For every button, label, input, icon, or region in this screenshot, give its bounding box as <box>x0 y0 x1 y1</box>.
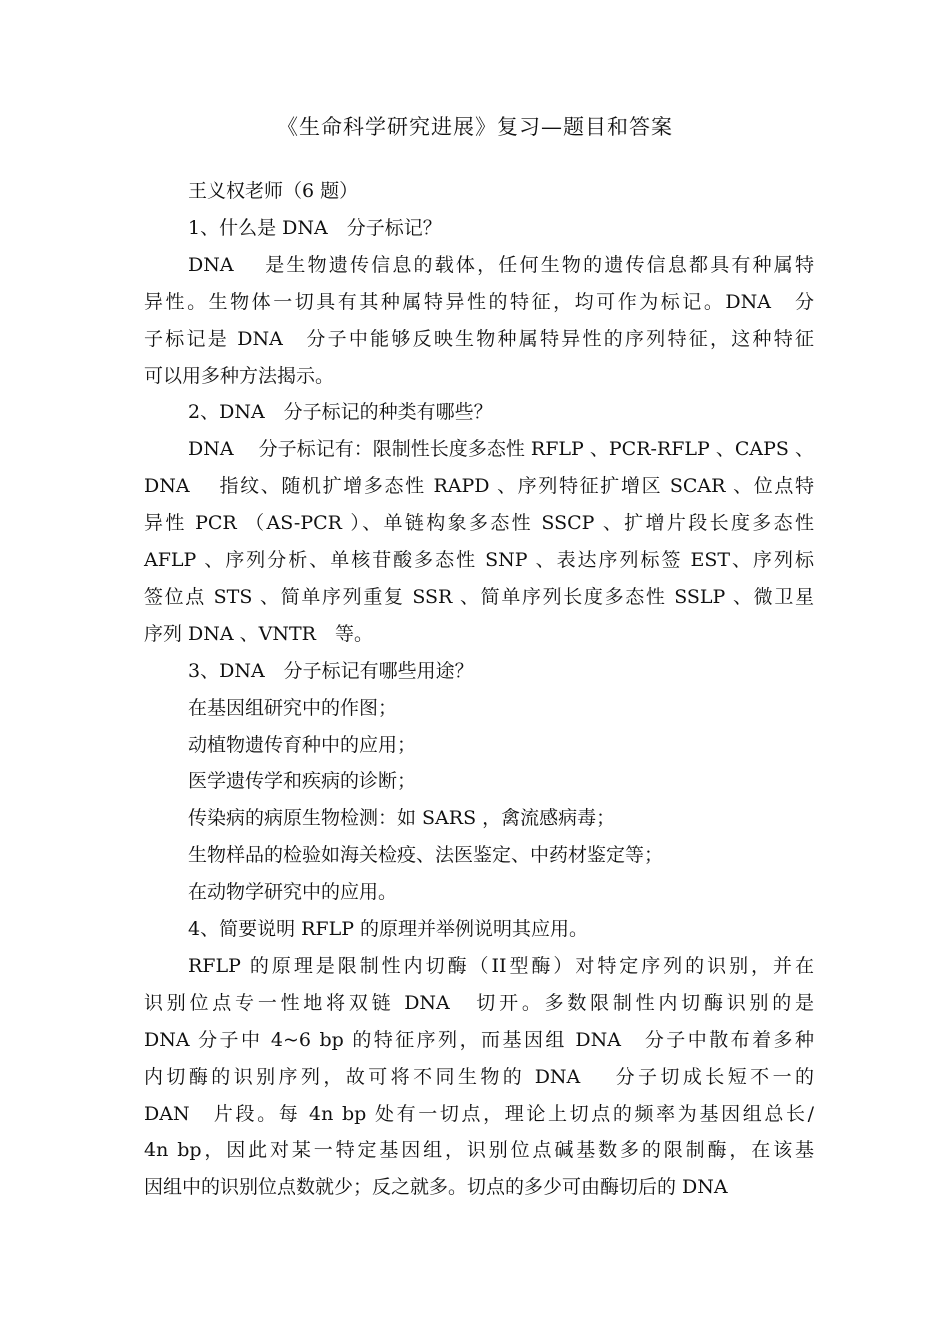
text-line: 因组中的识别位点数就少；反之就多。切点的多少可由酶切后的 DNA <box>144 1176 728 1198</box>
text-line: DNA 分子标记有：限制性长度多态性 RFLP 、PCR-RFLP 、CAPS 、 <box>188 438 814 460</box>
text-line: 识别位点专一性地将双链 DNA 切开。多数限制性内切酶识别的是 <box>144 992 814 1014</box>
text-line: 传染病的病原生物检测：如 SARS ，禽流感病毒； <box>188 807 616 829</box>
text-line: AFLP 、序列分析、单核苷酸多态性 SNP 、表达序列标签 EST、序列标 <box>144 549 814 571</box>
text-line: 序列 DNA 、VNTR 等。 <box>144 623 373 645</box>
text-line: DNA 指纹、随机扩增多态性 RAPD 、序列特征扩增区 SCAR 、位点特 <box>144 475 814 497</box>
text-line: 在基因组研究中的作图； <box>188 697 398 719</box>
text-line: 可以用多种方法揭示。 <box>144 365 335 387</box>
text-line: 4n bp，因此对某一特定基因组，识别位点碱基数多的限制酶，在该基 <box>144 1139 814 1161</box>
text-line: 医学遗传学和疾病的诊断； <box>188 770 417 792</box>
text-line: DNA 分子中 4~6 bp 的特征序列，而基因组 DNA 分子中散布着多种 <box>144 1029 814 1051</box>
text-line: 王义权老师（6 题） <box>188 180 359 202</box>
text-line: 签位点 STS 、简单序列重复 SSR 、简单序列长度多态性 SSLP 、微卫星 <box>144 586 814 608</box>
document-title: 《生命科学研究进展》复习—题目和答案 <box>277 115 673 139</box>
text-line: 1、什么是 DNA 分子标记？ <box>188 217 442 239</box>
text-line: 在动物学研究中的应用。 <box>188 881 398 903</box>
text-line: 3、DNA 分子标记有哪些用途？ <box>188 660 474 682</box>
text-line: DNA 是生物遗传信息的载体，任何生物的遗传信息都具有种属特 <box>188 254 814 276</box>
text-line: 异性。生物体一切具有其种属特异性的特征，均可作为标记。DNA 分 <box>144 291 814 313</box>
text-line: DAN 片段。每 4n bp 处有一切点，理论上切点的频率为基因组总长/ <box>144 1103 814 1125</box>
text-line: 生物样品的检验如海关检疫、法医鉴定、中药材鉴定等； <box>188 844 664 866</box>
text-line: 子标记是 DNA 分子中能够反映生物种属特异性的序列特征，这种特征 <box>144 328 814 350</box>
text-line: 4、简要说明 RFLP 的原理并举例说明其应用。 <box>188 918 589 940</box>
text-line: 异性 PCR （AS-PCR ）、单链构象多态性 SSCP 、扩增片段长度多态性 <box>144 512 814 534</box>
text-line: 内切酶的识别序列，故可将不同生物的 DNA 分子切成长短不一的 <box>144 1066 814 1088</box>
text-line: RFLP 的原理是限制性内切酶（II型酶）对特定序列的识别，并在 <box>188 955 814 977</box>
text-line: 动植物遗传育种中的应用； <box>188 734 417 756</box>
text-line: 2、DNA 分子标记的种类有哪些？ <box>188 401 493 423</box>
